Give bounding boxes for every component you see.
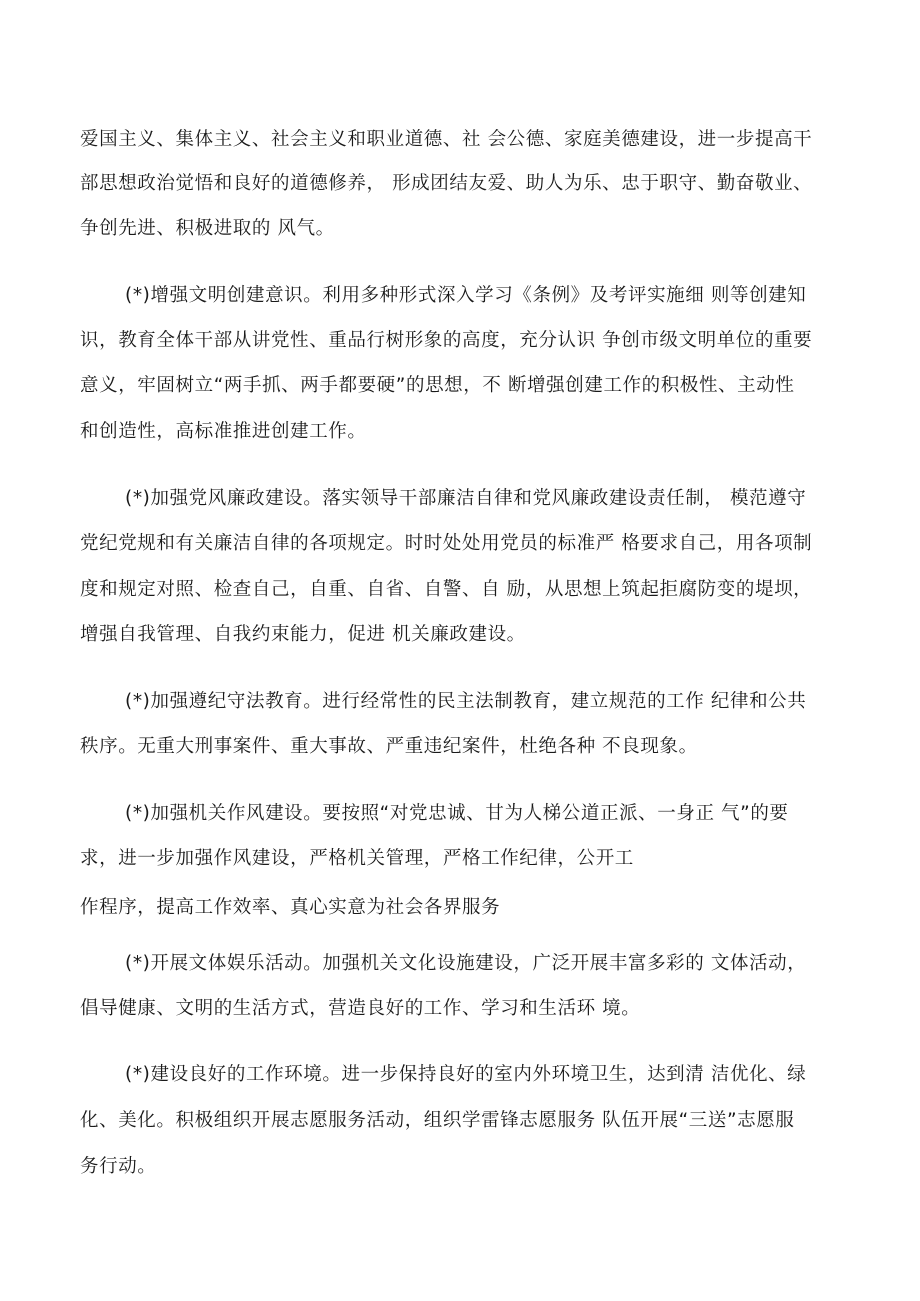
text-line: 和创造性，高标准推进创建工作。	[80, 421, 367, 442]
text-line: 爱国主义、集体主义、社会主义和职业道德、社 会公德、家庭美德建设，进一步提高干	[80, 129, 813, 150]
paragraph-start-line: (*)开展文体娱乐活动。加强机关文化设施建设，广泛开展丰富多彩的 文体活动，	[125, 953, 807, 974]
text-line: 作程序，提高工作效率、真心实意为社会各界服务	[80, 897, 501, 918]
text-line: 党纪党规和有关廉洁自律的各项规定。时时处处用党员的标准严 格要求自己，用各项制	[80, 533, 813, 554]
paragraph-start-line: (*)加强机关作风建设。要按照“对党忠诚、甘为人梯公道正派、一身正 气”的要	[125, 803, 789, 824]
paragraph-start-line: (*)加强遵纪守法教育。进行经常性的民主法制教育，建立规范的工作 纪律和公共	[125, 691, 807, 712]
paragraph-start-line: (*)加强党风廉政建设。落实领导干部廉洁自律和党风廉政建设责任制， 模范遵守	[125, 488, 807, 509]
text-line: 意义，牢固树立“两手抓、两手都要硬”的思想，不 断增强创建工作的积极性、主动性	[80, 375, 795, 396]
paragraph-start-line: (*)增强文明创建意识。利用多种形式深入学习《条例》及考评实施细 则等创建知	[125, 285, 807, 306]
text-line: 求，进一步加强作风建设，严格机关管理，严格工作纪律，公开工	[80, 848, 634, 869]
paragraph-start-line: (*)建设良好的工作环境。进一步保持良好的室内外环境卫生，达到清 洁优化、绿	[125, 1064, 807, 1085]
text-line: 部思想政治觉悟和良好的道德修养， 形成团结友爱、助人为乐、忠于职守、勤奋敬业、	[80, 173, 813, 194]
text-line: 倡导健康、文明的生活方式，营造良好的工作、学习和生活环 境。	[80, 998, 641, 1019]
text-line: 度和规定对照、检查自己，自重、自省、自警、自 励，从思想上筑起拒腐防变的堤坝，	[80, 579, 813, 600]
text-line: 识，教育全体干部从讲党性、重品行树形象的高度，充分认识 争创市级文明单位的重要	[80, 330, 813, 351]
text-line: 增强自我管理、自我约束能力，促进 机关廉政建设。	[80, 624, 526, 645]
text-line: 秩序。无重大刑事案件、重大事故、严重违纪案件，杜绝各种 不良现象。	[80, 736, 698, 757]
text-line: 化、美化。积极组织开展志愿服务活动，组织学雷锋志愿服务 队伍开展“三送”志愿服	[80, 1110, 795, 1131]
text-line: 争创先进、积极进取的 风气。	[80, 218, 335, 239]
text-line: 务行动。	[80, 1156, 157, 1177]
